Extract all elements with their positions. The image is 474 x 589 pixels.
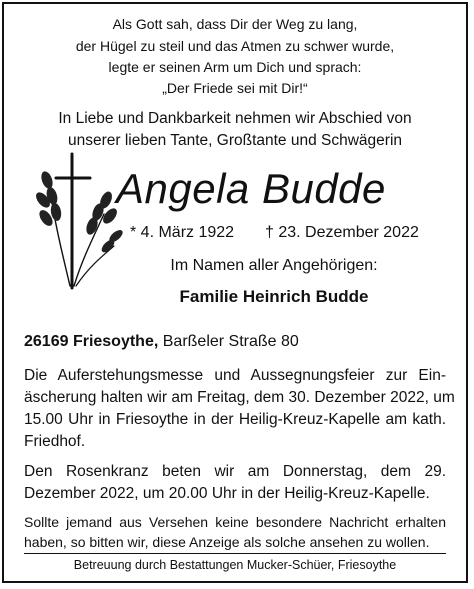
divider [24, 553, 446, 554]
rosary-line-1: Den Rosenkranz beten wir am Donnerstag, dem 29. [24, 463, 446, 480]
poem-line-1: Als Gott sah, dass Dir der Weg zu lang, [112, 16, 358, 32]
poem-line-3: legte er seinen Arm um Dich und sprach: [108, 59, 362, 75]
notice-paragraph [24, 512, 446, 552]
poem-line-2: der Hügel zu steil und das Atmen zu schwer wurde, [75, 38, 395, 54]
service-line-1: Die Auferstehungsmesse und Aussegnungsfeier zur Ein- [24, 367, 446, 384]
service-line-4: Friedhof. [24, 433, 86, 450]
mourners-intro: Im Namen aller Angehörigen: [170, 257, 378, 274]
address-city: 26169 Friesoythe, [24, 333, 159, 350]
birth-date: * 4. März 1922 [130, 224, 235, 241]
death-date: † 23. Dezember 2022 [265, 224, 419, 241]
service-line-2: äscherung halten wir am Freitag, dem 30. Dezember 2022, um [24, 389, 455, 406]
rosary-paragraph [24, 461, 446, 505]
notice-line-2: haben, so bitten wir, diese Anzeige als solche ansehen zu wollen. [24, 534, 430, 550]
deceased-name: Angela Budde [116, 165, 386, 212]
notice-line-1: Sollte jemand aus Versehen keine besondere Nachricht erhalten [24, 514, 446, 530]
family-name: Familie Heinrich Budde [179, 287, 369, 306]
poem-line-4: „Der Friede sei mit Dir!“ [162, 80, 308, 96]
undertaker-footer: Betreuung durch Bestattungen Mucker-Schüer, Friesoythe [73, 558, 397, 572]
service-line-3: 15.00 Uhr in Friesoythe in der Heilig-Kreuz-Kapelle am kath. [24, 411, 446, 428]
address [24, 333, 299, 351]
intro-line-1: In Liebe und Dankbarkeit nehmen wir Abschied von [58, 110, 412, 127]
address-street: Barßeler Straße 80 [162, 333, 299, 350]
rosary-line-2: Dezember 2022, um 20.00 Uhr in der Heilig-Kreuz-Kapelle. [24, 485, 430, 502]
service-paragraph [24, 365, 455, 453]
intro-line-2: unserer lieben Tante, Großtante und Schwägerin [67, 132, 403, 149]
